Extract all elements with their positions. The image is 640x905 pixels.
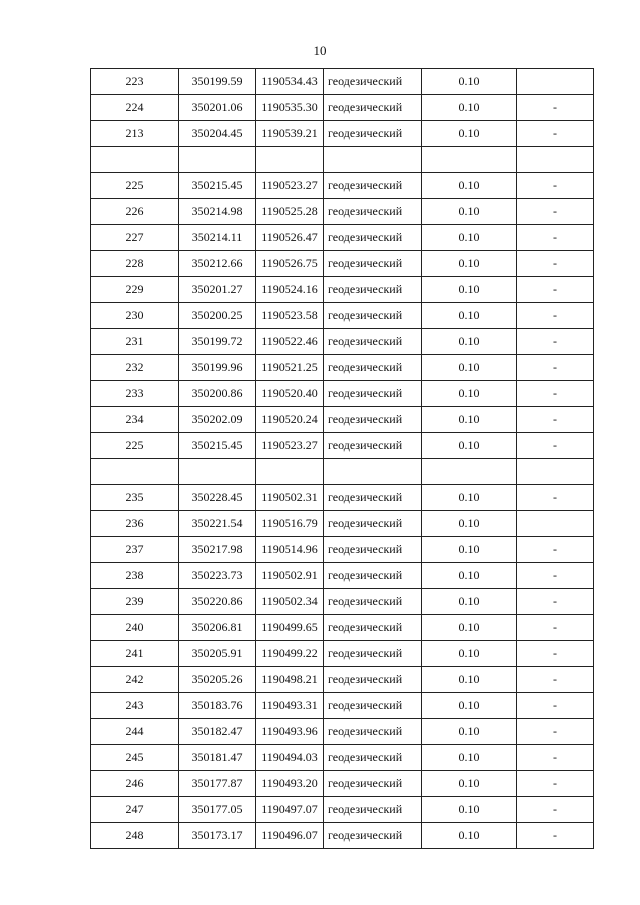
table-row — [91, 589, 594, 615]
x-coordinate-cell: 350212.66 — [179, 251, 256, 277]
point-number-cell: 225 — [91, 433, 179, 459]
y-coordinate-cell: 1190493.31 — [256, 693, 324, 719]
accuracy-cell: 0.10 — [422, 693, 517, 719]
method-cell: геодезический — [324, 537, 422, 563]
point-number-cell: 227 — [91, 225, 179, 251]
y-coordinate-cell: 1190535.30 — [256, 95, 324, 121]
point-number-cell: 229 — [91, 277, 179, 303]
method-cell: геодезический — [324, 381, 422, 407]
table-row — [91, 147, 594, 173]
point-number-cell: 242 — [91, 667, 179, 693]
x-coordinate-cell: 350214.11 — [179, 225, 256, 251]
accuracy-cell: 0.10 — [422, 381, 517, 407]
extra-cell — [517, 147, 594, 173]
accuracy-cell: 0.10 — [422, 797, 517, 823]
point-number-cell: 239 — [91, 589, 179, 615]
point-number-cell: 226 — [91, 199, 179, 225]
point-number-cell: 246 — [91, 771, 179, 797]
extra-cell: - — [517, 381, 594, 407]
extra-cell: - — [517, 745, 594, 771]
y-coordinate-cell: 1190499.65 — [256, 615, 324, 641]
method-cell: геодезический — [324, 641, 422, 667]
x-coordinate-cell: 350182.47 — [179, 719, 256, 745]
y-coordinate-cell: 1190539.21 — [256, 121, 324, 147]
method-cell: геодезический — [324, 563, 422, 589]
accuracy-cell: 0.10 — [422, 563, 517, 589]
accuracy-cell: 0.10 — [422, 433, 517, 459]
method-cell — [324, 147, 422, 173]
x-coordinate-cell — [179, 147, 256, 173]
accuracy-cell: 0.10 — [422, 719, 517, 745]
table-row — [91, 381, 594, 407]
x-coordinate-cell: 350200.25 — [179, 303, 256, 329]
table-row — [91, 303, 594, 329]
point-number-cell: 234 — [91, 407, 179, 433]
x-coordinate-cell: 350199.59 — [179, 69, 256, 95]
y-coordinate-cell: 1190496.07 — [256, 823, 324, 849]
table-row — [91, 121, 594, 147]
coordinates-table — [90, 68, 594, 849]
x-coordinate-cell: 350173.17 — [179, 823, 256, 849]
x-coordinate-cell: 350200.86 — [179, 381, 256, 407]
extra-cell: - — [517, 641, 594, 667]
x-coordinate-cell: 350201.27 — [179, 277, 256, 303]
y-coordinate-cell: 1190502.34 — [256, 589, 324, 615]
accuracy-cell: 0.10 — [422, 95, 517, 121]
table-row — [91, 797, 594, 823]
y-coordinate-cell: 1190499.22 — [256, 641, 324, 667]
point-number-cell: 241 — [91, 641, 179, 667]
table-row — [91, 563, 594, 589]
point-number-cell: 243 — [91, 693, 179, 719]
method-cell: геодезический — [324, 511, 422, 537]
extra-cell: - — [517, 173, 594, 199]
x-coordinate-cell: 350201.06 — [179, 95, 256, 121]
method-cell: геодезический — [324, 433, 422, 459]
table-row — [91, 329, 594, 355]
point-number-cell: 223 — [91, 69, 179, 95]
y-coordinate-cell: 1190523.58 — [256, 303, 324, 329]
method-cell: геодезический — [324, 355, 422, 381]
y-coordinate-cell: 1190524.16 — [256, 277, 324, 303]
extra-cell: - — [517, 95, 594, 121]
table-row — [91, 641, 594, 667]
method-cell: геодезический — [324, 407, 422, 433]
extra-cell — [517, 69, 594, 95]
point-number-cell: 233 — [91, 381, 179, 407]
accuracy-cell — [422, 459, 517, 485]
point-number-cell: 248 — [91, 823, 179, 849]
table-row — [91, 173, 594, 199]
extra-cell: - — [517, 615, 594, 641]
x-coordinate-cell: 350181.47 — [179, 745, 256, 771]
table-row — [91, 277, 594, 303]
method-cell: геодезический — [324, 95, 422, 121]
point-number-cell: 224 — [91, 95, 179, 121]
extra-cell: - — [517, 563, 594, 589]
accuracy-cell: 0.10 — [422, 355, 517, 381]
method-cell: геодезический — [324, 277, 422, 303]
y-coordinate-cell: 1190523.27 — [256, 173, 324, 199]
accuracy-cell: 0.10 — [422, 537, 517, 563]
x-coordinate-cell: 350202.09 — [179, 407, 256, 433]
table-row — [91, 771, 594, 797]
accuracy-cell: 0.10 — [422, 407, 517, 433]
accuracy-cell — [422, 147, 517, 173]
method-cell: геодезический — [324, 225, 422, 251]
accuracy-cell: 0.10 — [422, 745, 517, 771]
method-cell: геодезический — [324, 199, 422, 225]
x-coordinate-cell: 350215.45 — [179, 173, 256, 199]
point-number-cell: 230 — [91, 303, 179, 329]
x-coordinate-cell: 350214.98 — [179, 199, 256, 225]
x-coordinate-cell: 350199.72 — [179, 329, 256, 355]
accuracy-cell: 0.10 — [422, 69, 517, 95]
x-coordinate-cell — [179, 459, 256, 485]
method-cell: геодезический — [324, 485, 422, 511]
table-row — [91, 537, 594, 563]
x-coordinate-cell: 350220.86 — [179, 589, 256, 615]
table-row — [91, 95, 594, 121]
accuracy-cell: 0.10 — [422, 173, 517, 199]
y-coordinate-cell: 1190526.47 — [256, 225, 324, 251]
point-number-cell: 247 — [91, 797, 179, 823]
table-row — [91, 667, 594, 693]
point-number-cell — [91, 459, 179, 485]
x-coordinate-cell: 350183.76 — [179, 693, 256, 719]
method-cell: геодезический — [324, 771, 422, 797]
extra-cell: - — [517, 667, 594, 693]
extra-cell: - — [517, 121, 594, 147]
y-coordinate-cell — [256, 459, 324, 485]
y-coordinate-cell: 1190516.79 — [256, 511, 324, 537]
extra-cell: - — [517, 797, 594, 823]
accuracy-cell: 0.10 — [422, 615, 517, 641]
y-coordinate-cell: 1190514.96 — [256, 537, 324, 563]
extra-cell: - — [517, 433, 594, 459]
method-cell: геодезический — [324, 173, 422, 199]
y-coordinate-cell: 1190497.07 — [256, 797, 324, 823]
table-row — [91, 225, 594, 251]
table-row — [91, 823, 594, 849]
point-number-cell — [91, 147, 179, 173]
point-number-cell: 225 — [91, 173, 179, 199]
accuracy-cell: 0.10 — [422, 277, 517, 303]
method-cell: геодезический — [324, 121, 422, 147]
extra-cell — [517, 511, 594, 537]
method-cell: геодезический — [324, 667, 422, 693]
accuracy-cell: 0.10 — [422, 329, 517, 355]
extra-cell: - — [517, 719, 594, 745]
table-row — [91, 407, 594, 433]
extra-cell: - — [517, 355, 594, 381]
x-coordinate-cell: 350221.54 — [179, 511, 256, 537]
extra-cell: - — [517, 251, 594, 277]
method-cell: геодезический — [324, 745, 422, 771]
y-coordinate-cell: 1190502.91 — [256, 563, 324, 589]
table-row — [91, 511, 594, 537]
point-number-cell: 235 — [91, 485, 179, 511]
method-cell: геодезический — [324, 719, 422, 745]
y-coordinate-cell: 1190493.96 — [256, 719, 324, 745]
accuracy-cell: 0.10 — [422, 485, 517, 511]
y-coordinate-cell: 1190494.03 — [256, 745, 324, 771]
y-coordinate-cell: 1190525.28 — [256, 199, 324, 225]
point-number-cell: 245 — [91, 745, 179, 771]
x-coordinate-cell: 350223.73 — [179, 563, 256, 589]
x-coordinate-cell: 350177.05 — [179, 797, 256, 823]
accuracy-cell: 0.10 — [422, 225, 517, 251]
method-cell: геодезический — [324, 303, 422, 329]
x-coordinate-cell: 350206.81 — [179, 615, 256, 641]
y-coordinate-cell: 1190520.40 — [256, 381, 324, 407]
x-coordinate-cell: 350199.96 — [179, 355, 256, 381]
extra-cell: - — [517, 407, 594, 433]
accuracy-cell: 0.10 — [422, 641, 517, 667]
method-cell: геодезический — [324, 251, 422, 277]
x-coordinate-cell: 350204.45 — [179, 121, 256, 147]
point-number-cell: 240 — [91, 615, 179, 641]
method-cell: геодезический — [324, 615, 422, 641]
point-number-cell: 232 — [91, 355, 179, 381]
y-coordinate-cell: 1190502.31 — [256, 485, 324, 511]
table-row — [91, 355, 594, 381]
method-cell: геодезический — [324, 589, 422, 615]
point-number-cell: 236 — [91, 511, 179, 537]
point-number-cell: 228 — [91, 251, 179, 277]
y-coordinate-cell: 1190526.75 — [256, 251, 324, 277]
table-row — [91, 199, 594, 225]
extra-cell: - — [517, 537, 594, 563]
x-coordinate-cell: 350217.98 — [179, 537, 256, 563]
extra-cell: - — [517, 589, 594, 615]
coordinates-table-body — [91, 69, 594, 849]
extra-cell: - — [517, 303, 594, 329]
x-coordinate-cell: 350205.91 — [179, 641, 256, 667]
y-coordinate-cell: 1190493.20 — [256, 771, 324, 797]
y-coordinate-cell: 1190498.21 — [256, 667, 324, 693]
method-cell: геодезический — [324, 69, 422, 95]
accuracy-cell: 0.10 — [422, 511, 517, 537]
table-row — [91, 745, 594, 771]
y-coordinate-cell: 1190520.24 — [256, 407, 324, 433]
accuracy-cell: 0.10 — [422, 823, 517, 849]
extra-cell: - — [517, 225, 594, 251]
extra-cell — [517, 459, 594, 485]
extra-cell: - — [517, 771, 594, 797]
y-coordinate-cell: 1190522.46 — [256, 329, 324, 355]
y-coordinate-cell: 1190521.25 — [256, 355, 324, 381]
table-row — [91, 693, 594, 719]
table-row — [91, 251, 594, 277]
extra-cell: - — [517, 693, 594, 719]
point-number-cell: 213 — [91, 121, 179, 147]
extra-cell: - — [517, 485, 594, 511]
table-row — [91, 69, 594, 95]
x-coordinate-cell: 350228.45 — [179, 485, 256, 511]
accuracy-cell: 0.10 — [422, 303, 517, 329]
method-cell: геодезический — [324, 797, 422, 823]
accuracy-cell: 0.10 — [422, 589, 517, 615]
accuracy-cell: 0.10 — [422, 121, 517, 147]
table-row — [91, 485, 594, 511]
method-cell — [324, 459, 422, 485]
extra-cell: - — [517, 199, 594, 225]
accuracy-cell: 0.10 — [422, 771, 517, 797]
table-row — [91, 459, 594, 485]
y-coordinate-cell: 1190523.27 — [256, 433, 324, 459]
accuracy-cell: 0.10 — [422, 199, 517, 225]
accuracy-cell: 0.10 — [422, 667, 517, 693]
y-coordinate-cell: 1190534.43 — [256, 69, 324, 95]
method-cell: геодезический — [324, 329, 422, 355]
accuracy-cell: 0.10 — [422, 251, 517, 277]
y-coordinate-cell — [256, 147, 324, 173]
point-number-cell: 237 — [91, 537, 179, 563]
x-coordinate-cell: 350177.87 — [179, 771, 256, 797]
table-row — [91, 433, 594, 459]
page-number: 10 — [313, 43, 327, 58]
extra-cell: - — [517, 823, 594, 849]
table-row — [91, 719, 594, 745]
x-coordinate-cell: 350215.45 — [179, 433, 256, 459]
x-coordinate-cell: 350205.26 — [179, 667, 256, 693]
method-cell: геодезический — [324, 823, 422, 849]
extra-cell: - — [517, 277, 594, 303]
point-number-cell: 231 — [91, 329, 179, 355]
method-cell: геодезический — [324, 693, 422, 719]
point-number-cell: 238 — [91, 563, 179, 589]
extra-cell: - — [517, 329, 594, 355]
table-row — [91, 615, 594, 641]
point-number-cell: 244 — [91, 719, 179, 745]
